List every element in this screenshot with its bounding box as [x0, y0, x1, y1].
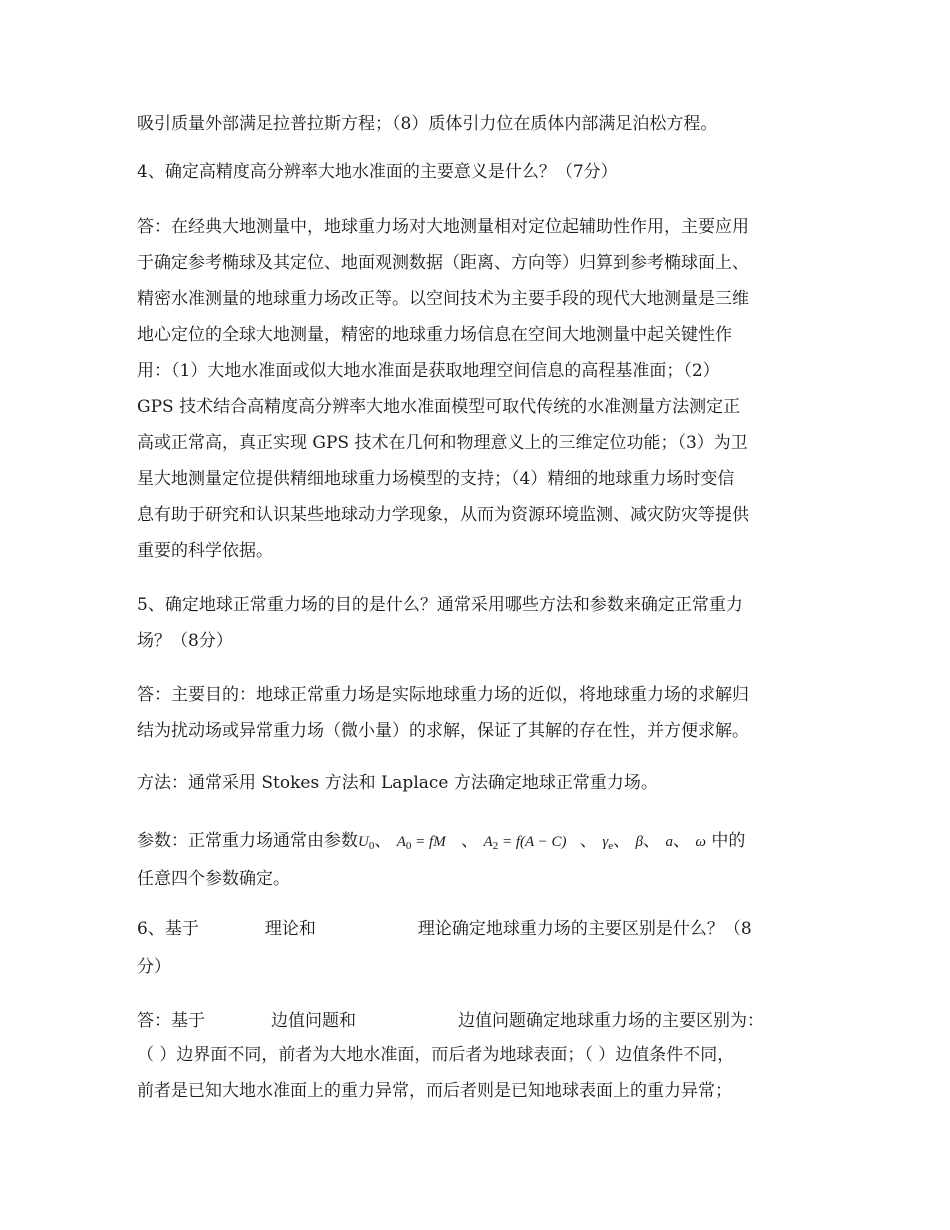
param-separator: 、 [672, 831, 690, 851]
answer-4-line-4: 地心定位的全球大地测量，精密的地球重力场信息在空间大地测量中起关键性作 [137, 325, 732, 345]
answer-4-line-2: 于确定参考椭球及其定位、地面观测数据（距离、方向等）归算到参考椭球面上、 [137, 253, 749, 273]
param-a2: $A_2 = f(A - C)$ [483, 834, 567, 852]
param-gamma-e: $\gamma_e$ [602, 834, 614, 852]
answer-4-line-6: GPS 技术结合高精度高分辨率大地水准面模型可取代传统的水准测量方法测定正 [137, 397, 741, 417]
param-alpha: a [665, 834, 673, 850]
param-separator: 、 [461, 831, 479, 851]
answer-6-line-3: 前者是已知大地水准面上的重力异常，而后者则是已知地球表面上的重力异常； [137, 1081, 732, 1101]
answer-4-line-1: 答：在经典大地测量中，地球重力场对大地测量相对定位起辅助性作用，主要应用 [137, 217, 749, 237]
question-6-heading-line-1: 6、基于 理论和 理论确定地球重力场的主要区别是什么？（8 [137, 919, 752, 939]
param-separator: 、 [374, 831, 392, 851]
param-omega: ω [695, 834, 706, 850]
question-6-heading-line-2: 分） [137, 957, 171, 977]
param-beta: β [635, 834, 644, 850]
answer-5-line-2: 结为扰动场或异常重力场（微小量）的求解，保证了其解的存在性，并方便求解。 [137, 721, 749, 741]
answer-4-line-9: 息有助于研究和认识某些地球动力学现象，从而为资源环境监测、减灾防灾等提供 [137, 505, 749, 525]
answer-4-line-5: 用：（1）大地水准面或似大地水准面是获取地理空间信息的高程基准面；（2） [137, 361, 720, 381]
answer-4-line-3: 精密水准测量的地球重力场改正等。以空间技术为主要手段的现代大地测量是三维 [137, 289, 749, 309]
paragraph-line-1: 吸引质量外部满足拉普拉斯方程；（8）质体引力位在质体内部满足泊松方程。 [137, 114, 718, 134]
question-5-heading-line-2: 场？（8分） [137, 631, 233, 651]
question-5-heading-line-1: 5、确定地球正常重力场的目的是什么？通常采用哪些方法和参数来确定正常重力 [137, 595, 743, 615]
answer-6-line-2: （ ）边界面不同，前者为大地水准面，而后者为地球表面；（ ）边值条件不同， [137, 1045, 735, 1065]
parameters-suffix: 中的 [711, 831, 746, 851]
answer-5-parameters [137, 830, 745, 857]
answer-4-line-8: 星大地测量定位提供精细地球重力场模型的支持；（4）精细的地球重力场时变信 [137, 469, 735, 489]
answer-5-parameters-line-2: 任意四个参数确定。 [137, 869, 290, 889]
param-u0: $U_0$ [358, 834, 375, 852]
param-separator: 、 [579, 831, 597, 851]
answer-4-line-7: 高或正常高，真正实现 GPS 技术在几何和物理意义上的三维定位功能；（3）为卫 [137, 433, 748, 453]
answer-6-line-1: 答：基于 边值问题和 边值问题确定地球重力场的主要区别为： [137, 1011, 764, 1031]
answer-5-line-1: 答：主要目的：地球正常重力场是实际地球重力场的近似，将地球重力场的求解归 [137, 685, 749, 705]
parameters-prefix: 参数：正常重力场通常由参数 [137, 831, 358, 851]
question-4-heading: 4、确定高精度高分辨率大地水准面的主要意义是什么？（7分） [137, 162, 618, 182]
param-separator: 、 [613, 831, 631, 851]
answer-4-line-10: 重要的科学依据。 [137, 541, 273, 561]
param-separator: 、 [643, 831, 661, 851]
answer-5-methods: 方法：通常采用 Stokes 方法和 Laplace 方法确定地球正常重力场。 [137, 773, 658, 793]
param-a0: $A_0$ = fM [396, 834, 446, 852]
